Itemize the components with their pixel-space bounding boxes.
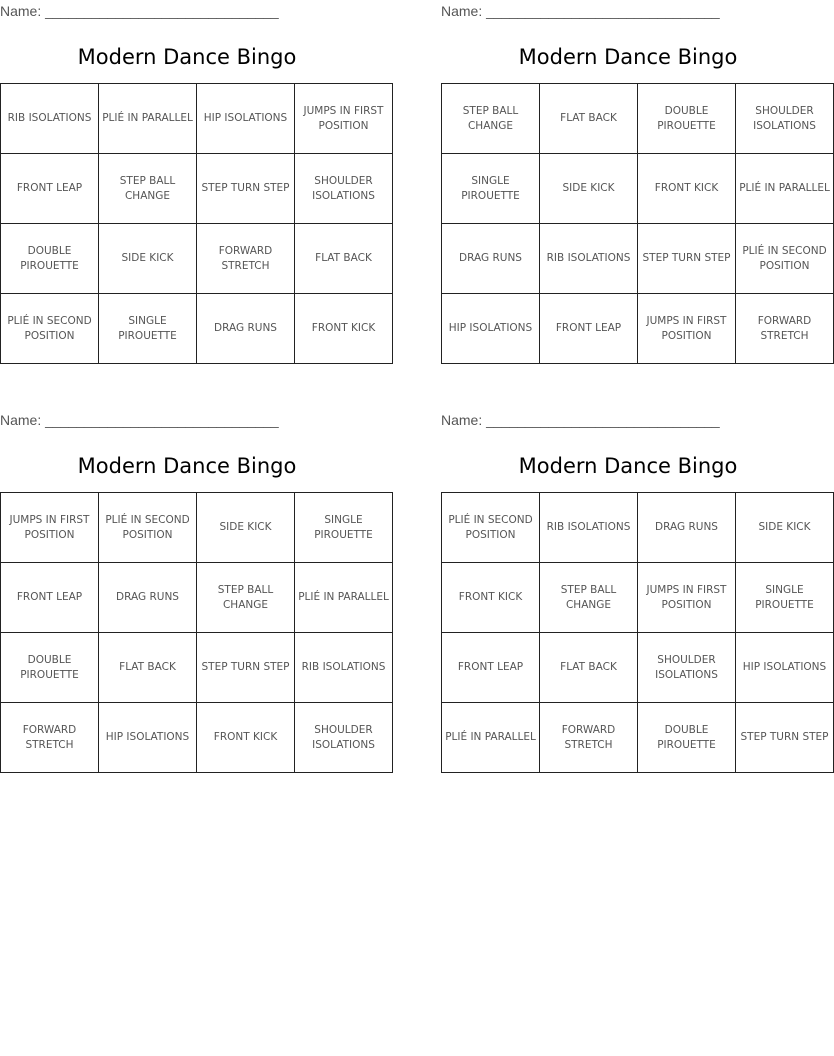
bingo-cell: STEP TURN STEP bbox=[638, 224, 736, 294]
bingo-cell: SIDE KICK bbox=[540, 154, 638, 224]
bingo-cell: FRONT LEAP bbox=[1, 154, 99, 224]
bingo-cell: SINGLE PIROUETTE bbox=[295, 493, 393, 563]
bingo-cell: STEP BALL CHANGE bbox=[197, 563, 295, 633]
bingo-cell: FRONT KICK bbox=[442, 563, 540, 633]
grid-row bbox=[1, 493, 393, 563]
bingo-cell: PLIÉ IN SECOND POSITION bbox=[99, 493, 197, 563]
grid-row bbox=[1, 703, 393, 773]
bingo-cell: FRONT KICK bbox=[295, 294, 393, 364]
bingo-card-2 bbox=[441, 2, 830, 364]
bingo-cell: DRAG RUNS bbox=[99, 563, 197, 633]
grid-row bbox=[1, 154, 393, 224]
bingo-cell: FORWARD STRETCH bbox=[540, 703, 638, 773]
bingo-cell: RIB ISOLATIONS bbox=[295, 633, 393, 703]
bingo-cell: DOUBLE PIROUETTE bbox=[1, 633, 99, 703]
card-title: Modern Dance Bingo bbox=[77, 454, 297, 478]
grid-row bbox=[1, 294, 393, 364]
bingo-cell: STEP BALL CHANGE bbox=[540, 563, 638, 633]
bingo-cell: SHOULDER ISOLATIONS bbox=[295, 703, 393, 773]
bingo-cell: PLIÉ IN PARALLEL bbox=[442, 703, 540, 773]
bingo-cell: DRAG RUNS bbox=[638, 493, 736, 563]
bingo-cell: DOUBLE PIROUETTE bbox=[638, 84, 736, 154]
grid-row bbox=[442, 154, 834, 224]
bingo-grid bbox=[441, 492, 834, 773]
bingo-cell: HIP ISOLATIONS bbox=[197, 84, 295, 154]
bingo-cell: SIDE KICK bbox=[197, 493, 295, 563]
bingo-cell: RIB ISOLATIONS bbox=[540, 224, 638, 294]
bingo-cell: FORWARD STRETCH bbox=[197, 224, 295, 294]
bingo-cell: FRONT KICK bbox=[638, 154, 736, 224]
bingo-cell: FLAT BACK bbox=[540, 633, 638, 703]
bingo-cell: SHOULDER ISOLATIONS bbox=[736, 84, 834, 154]
bingo-cell: STEP TURN STEP bbox=[197, 154, 295, 224]
bingo-cell: PLIÉ IN PARALLEL bbox=[295, 563, 393, 633]
bingo-cell: JUMPS IN FIRST POSITION bbox=[638, 294, 736, 364]
bingo-cell: FLAT BACK bbox=[295, 224, 393, 294]
bingo-cell: SIDE KICK bbox=[99, 224, 197, 294]
name-field-label: Name: ______________________________ bbox=[441, 412, 720, 428]
card-title: Modern Dance Bingo bbox=[518, 45, 738, 69]
card-title: Modern Dance Bingo bbox=[77, 45, 297, 69]
bingo-cell: SHOULDER ISOLATIONS bbox=[295, 154, 393, 224]
card-title: Modern Dance Bingo bbox=[518, 454, 738, 478]
bingo-cell: FRONT LEAP bbox=[1, 563, 99, 633]
bingo-cell: STEP TURN STEP bbox=[736, 703, 834, 773]
bingo-cell: RIB ISOLATIONS bbox=[1, 84, 99, 154]
bingo-cell: FORWARD STRETCH bbox=[1, 703, 99, 773]
bingo-cell: DRAG RUNS bbox=[197, 294, 295, 364]
bingo-cell: PLIÉ IN PARALLEL bbox=[736, 154, 834, 224]
bingo-cell: DRAG RUNS bbox=[442, 224, 540, 294]
bingo-cell: HIP ISOLATIONS bbox=[736, 633, 834, 703]
grid-row bbox=[1, 224, 393, 294]
bingo-grid bbox=[0, 83, 393, 364]
bingo-cell: PLIÉ IN SECOND POSITION bbox=[1, 294, 99, 364]
bingo-cell: SINGLE PIROUETTE bbox=[736, 563, 834, 633]
grid-row bbox=[442, 633, 834, 703]
grid-row bbox=[442, 493, 834, 563]
bingo-cell: JUMPS IN FIRST POSITION bbox=[638, 563, 736, 633]
grid-row bbox=[442, 84, 834, 154]
bingo-cell: JUMPS IN FIRST POSITION bbox=[295, 84, 393, 154]
bingo-cell: DOUBLE PIROUETTE bbox=[638, 703, 736, 773]
bingo-cell: FRONT KICK bbox=[197, 703, 295, 773]
bingo-cell: SHOULDER ISOLATIONS bbox=[638, 633, 736, 703]
grid-row bbox=[1, 84, 393, 154]
grid-row bbox=[442, 563, 834, 633]
bingo-grid bbox=[441, 83, 834, 364]
grid-row bbox=[1, 633, 393, 703]
bingo-grid bbox=[0, 492, 393, 773]
bingo-cell: RIB ISOLATIONS bbox=[540, 493, 638, 563]
bingo-cell: FLAT BACK bbox=[540, 84, 638, 154]
bingo-cell: STEP TURN STEP bbox=[197, 633, 295, 703]
grid-row bbox=[442, 703, 834, 773]
bingo-card-1 bbox=[0, 2, 384, 364]
bingo-card-3 bbox=[0, 411, 389, 773]
bingo-cell: JUMPS IN FIRST POSITION bbox=[1, 493, 99, 563]
bingo-cell: STEP BALL CHANGE bbox=[99, 154, 197, 224]
bingo-cell: STEP BALL CHANGE bbox=[442, 84, 540, 154]
grid-row bbox=[442, 224, 834, 294]
name-field-label: Name: ______________________________ bbox=[0, 412, 279, 428]
bingo-cell: SIDE KICK bbox=[736, 493, 834, 563]
bingo-cell: PLIÉ IN PARALLEL bbox=[99, 84, 197, 154]
bingo-cell: HIP ISOLATIONS bbox=[442, 294, 540, 364]
grid-row bbox=[442, 294, 834, 364]
bingo-cell: SINGLE PIROUETTE bbox=[442, 154, 540, 224]
bingo-cell: PLIÉ IN SECOND POSITION bbox=[736, 224, 834, 294]
name-field-label: Name: ______________________________ bbox=[0, 3, 279, 19]
bingo-cell: FORWARD STRETCH bbox=[736, 294, 834, 364]
bingo-cell: PLIÉ IN SECOND POSITION bbox=[442, 493, 540, 563]
bingo-cell: FLAT BACK bbox=[99, 633, 197, 703]
bingo-cell: HIP ISOLATIONS bbox=[99, 703, 197, 773]
bingo-cell: SINGLE PIROUETTE bbox=[99, 294, 197, 364]
bingo-cell: DOUBLE PIROUETTE bbox=[1, 224, 99, 294]
bingo-cell: FRONT LEAP bbox=[540, 294, 638, 364]
name-field-label: Name: ______________________________ bbox=[441, 3, 720, 19]
grid-row bbox=[1, 563, 393, 633]
bingo-cell: FRONT LEAP bbox=[442, 633, 540, 703]
bingo-card-4 bbox=[441, 411, 829, 773]
